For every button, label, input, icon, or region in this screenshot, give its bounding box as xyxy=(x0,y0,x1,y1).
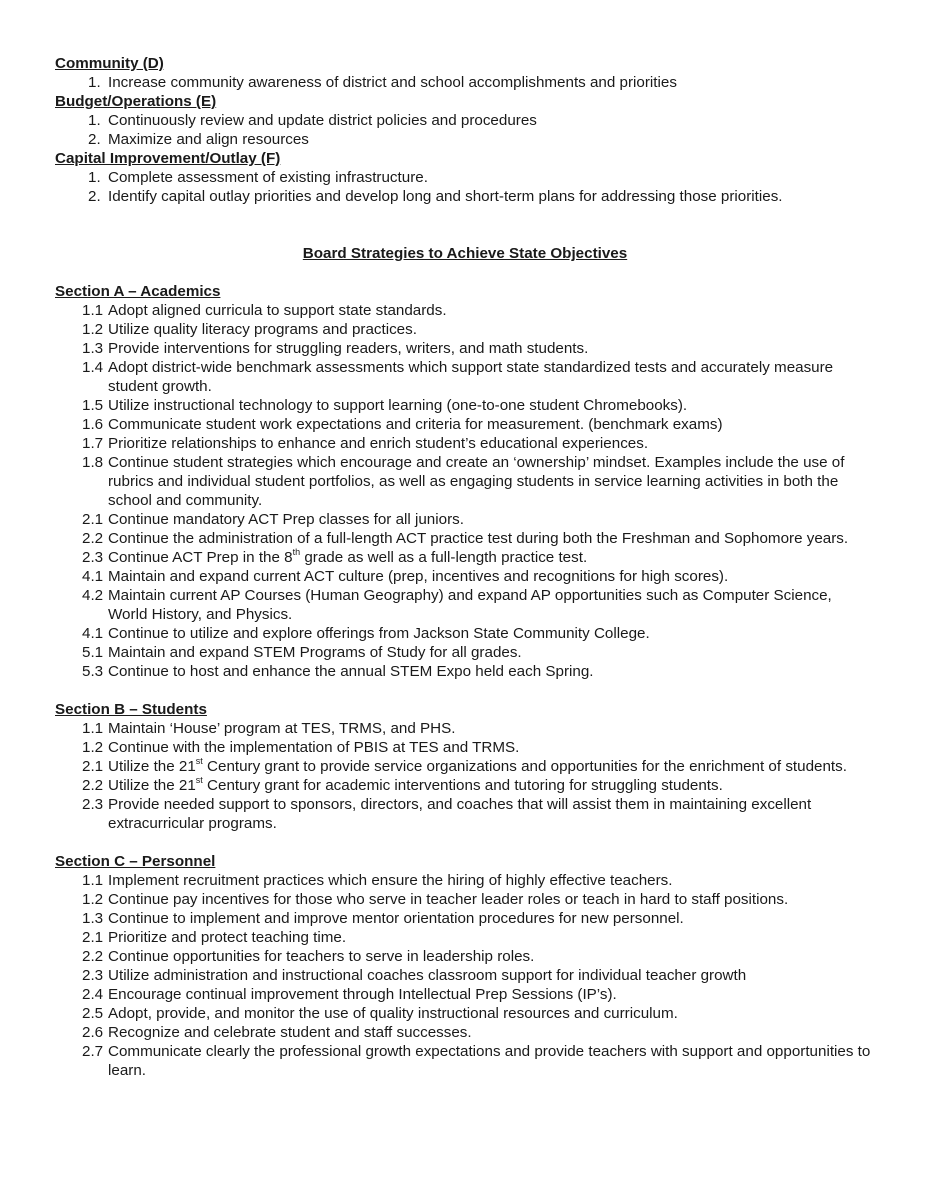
item-text: Continuously review and update district policies and procedures xyxy=(108,112,537,129)
item-number: 1.1 xyxy=(82,872,104,889)
list-item xyxy=(55,73,875,92)
objective-heading: Budget/Operations (E) xyxy=(55,93,217,110)
item-text: Continue mandatory ACT Prep classes for all juniors. xyxy=(108,511,464,528)
item-number: 5.3 xyxy=(82,663,104,680)
strategy-list xyxy=(55,301,875,681)
item-number: 2.2 xyxy=(82,777,104,794)
list-item xyxy=(55,510,875,529)
item-number: 1.6 xyxy=(82,416,104,433)
strategies-title: Board Strategies to Achieve State Objectives xyxy=(302,245,628,262)
list-item xyxy=(55,1023,875,1042)
item-text xyxy=(108,755,847,775)
list-item xyxy=(55,985,875,1004)
objective-heading: Capital Improvement/Outlay (F) xyxy=(55,150,281,167)
item-text: Maintain and expand STEM Programs of Study for all grades. xyxy=(108,644,522,661)
item-number: 5.1 xyxy=(82,644,104,661)
section-heading: Section B – Students xyxy=(55,701,207,718)
objective-list xyxy=(55,73,875,92)
list-item xyxy=(55,871,875,890)
item-number: 1.8 xyxy=(82,454,104,471)
item-text: Communicate clearly the professional growth expectations and provide teachers with support and opportunities to learn. xyxy=(108,1043,871,1079)
list-item xyxy=(55,453,875,510)
list-item xyxy=(55,111,875,130)
list-item xyxy=(55,643,875,662)
list-item xyxy=(55,130,875,149)
list-item xyxy=(55,396,875,415)
list-item xyxy=(55,738,875,757)
list-item xyxy=(55,434,875,453)
item-text: Maintain current AP Courses (Human Geography) and expand AP opportunities such as Computer Science, World History, and Physics. xyxy=(108,587,832,623)
item-text: Continue to utilize and explore offerings from Jackson State Community College. xyxy=(108,625,650,642)
list-item xyxy=(55,529,875,548)
item-number: 2.1 xyxy=(82,511,104,528)
item-text: Continue pay incentives for those who serve in teacher leader roles or teach in hard to staff positions. xyxy=(108,891,789,908)
list-item xyxy=(55,358,875,396)
item-number: 1.1 xyxy=(82,720,104,737)
item-number: 1.2 xyxy=(82,321,104,338)
item-text-part: Continue ACT Prep in the 8 xyxy=(108,549,293,566)
objective-heading: Community (D) xyxy=(55,55,164,72)
strategy-list xyxy=(55,871,875,1080)
item-text-part: Utilize the 21 xyxy=(108,758,196,775)
item-number: 2.2 xyxy=(82,530,104,547)
item-number: 1.3 xyxy=(82,910,104,927)
item-text: Utilize administration and instructional coaches classroom support for individual teacher growth xyxy=(108,967,747,984)
item-number: 1.4 xyxy=(82,359,104,376)
item-text: Continue to host and enhance the annual STEM Expo held each Spring. xyxy=(108,663,594,680)
item-text-part: Century grant for academic interventions and tutoring for struggling students. xyxy=(202,777,723,794)
item-text: Maintain and expand current ACT culture (prep, incentives and recognitions for high scores). xyxy=(108,568,729,585)
list-item xyxy=(55,909,875,928)
item-text: Utilize instructional technology to support learning (one-to-one student Chromebooks). xyxy=(108,397,688,414)
item-number: 4.1 xyxy=(82,568,104,585)
strategy-section xyxy=(55,852,875,1080)
objective-list xyxy=(55,111,875,149)
item-text: Continue to implement and improve mentor orientation procedures for new personnel. xyxy=(108,910,684,927)
item-number: 2. xyxy=(88,131,101,148)
item-number: 2. xyxy=(88,188,101,205)
list-item xyxy=(55,1042,875,1080)
item-number: 2.5 xyxy=(82,1005,104,1022)
item-text: Continue the administration of a full-length ACT practice test during both the Freshman and Sophomore years. xyxy=(108,530,849,547)
item-number: 4.1 xyxy=(82,625,104,642)
strategy-section xyxy=(55,700,875,833)
item-text-part: grade as well as a full-length practice test. xyxy=(300,549,588,566)
list-item xyxy=(55,795,875,833)
item-text: Identify capital outlay priorities and develop long and short-term plans for addressing those priorities. xyxy=(108,188,783,205)
item-number: 1. xyxy=(88,74,101,91)
list-item xyxy=(55,301,875,320)
list-item xyxy=(55,1004,875,1023)
item-text: Adopt district-wide benchmark assessments which support state standardized tests and accurately measure student growth. xyxy=(108,359,834,395)
item-text: Encourage continual improvement through Intellectual Prep Sessions (IP’s). xyxy=(108,986,617,1003)
list-item xyxy=(55,890,875,909)
strategy-sections xyxy=(55,282,875,1080)
item-number: 2.7 xyxy=(82,1043,104,1060)
item-number: 1.7 xyxy=(82,435,104,452)
item-number: 2.4 xyxy=(82,986,104,1003)
item-text: Maximize and align resources xyxy=(108,131,309,148)
item-number: 1.2 xyxy=(82,739,104,756)
item-number: 2.1 xyxy=(82,929,104,946)
list-item xyxy=(55,415,875,434)
item-number: 1. xyxy=(88,112,101,129)
item-text: Continue opportunities for teachers to serve in leadership roles. xyxy=(108,948,535,965)
objective-list xyxy=(55,168,875,206)
list-item xyxy=(55,662,875,681)
document-page xyxy=(55,54,875,1080)
item-text: Complete assessment of existing infrastructure. xyxy=(108,169,428,186)
item-text: Continue with the implementation of PBIS at TES and TRMS. xyxy=(108,739,520,756)
item-text: Provide interventions for struggling readers, writers, and math students. xyxy=(108,340,589,357)
item-text: Increase community awareness of district and school accomplishments and priorities xyxy=(108,74,677,91)
section-heading: Section A – Academics xyxy=(55,283,221,300)
list-item xyxy=(55,966,875,985)
list-item xyxy=(55,776,875,795)
item-number: 1.5 xyxy=(82,397,104,414)
item-text: Maintain ‘House’ program at TES, TRMS, and PHS. xyxy=(108,720,456,737)
item-number: 2.2 xyxy=(82,948,104,965)
item-number: 1.3 xyxy=(82,340,104,357)
section-heading: Section C – Personnel xyxy=(55,853,216,870)
item-text: Prioritize relationships to enhance and enrich student’s educational experiences. xyxy=(108,435,649,452)
item-number: 1. xyxy=(88,169,101,186)
list-item xyxy=(55,567,875,586)
item-number: 2.6 xyxy=(82,1024,104,1041)
list-item xyxy=(55,719,875,738)
item-text xyxy=(108,774,723,794)
item-text: Adopt, provide, and monitor the use of quality instructional resources and curriculum. xyxy=(108,1005,678,1022)
item-text xyxy=(108,546,588,566)
item-text: Communicate student work expectations and criteria for measurement. (benchmark exams) xyxy=(108,416,723,433)
list-item xyxy=(55,339,875,358)
item-text: Continue student strategies which encourage and create an ‘ownership’ mindset. Examples include the use of rubrics and individual student portfolios, as well as engaging students in service learning activities in both the school and community. xyxy=(108,454,845,509)
list-item xyxy=(55,586,875,624)
item-number: 2.3 xyxy=(82,967,104,984)
strategy-section xyxy=(55,282,875,681)
item-text-part: Utilize the 21 xyxy=(108,777,196,794)
list-item xyxy=(55,624,875,643)
item-text: Implement recruitment practices which ensure the hiring of highly effective teachers. xyxy=(108,872,673,889)
list-item xyxy=(55,320,875,339)
item-text-part: Century grant to provide service organizations and opportunities for the enrichment of students. xyxy=(202,758,847,775)
objectives-block xyxy=(55,54,875,206)
item-text: Adopt aligned curricula to support state standards. xyxy=(108,302,447,319)
ordinal-superscript: st xyxy=(195,755,203,766)
list-item xyxy=(55,928,875,947)
item-number: 4.2 xyxy=(82,587,104,604)
item-number: 2.1 xyxy=(82,758,104,775)
list-item xyxy=(55,548,875,567)
item-number: 2.3 xyxy=(82,796,104,813)
strategy-list xyxy=(55,719,875,833)
item-text: Recognize and celebrate student and staff successes. xyxy=(108,1024,472,1041)
item-text: Prioritize and protect teaching time. xyxy=(108,929,347,946)
item-text: Utilize quality literacy programs and practices. xyxy=(108,321,417,338)
list-item xyxy=(55,168,875,187)
list-item xyxy=(55,757,875,776)
list-item xyxy=(55,187,875,206)
ordinal-superscript: st xyxy=(195,774,203,785)
item-number: 1.2 xyxy=(82,891,104,908)
item-number: 1.1 xyxy=(82,302,104,319)
list-item xyxy=(55,947,875,966)
item-number: 2.3 xyxy=(82,549,104,566)
ordinal-superscript: th xyxy=(292,546,301,557)
item-text: Provide needed support to sponsors, directors, and coaches that will assist them in maintaining excellent extracurricular programs. xyxy=(108,796,812,832)
